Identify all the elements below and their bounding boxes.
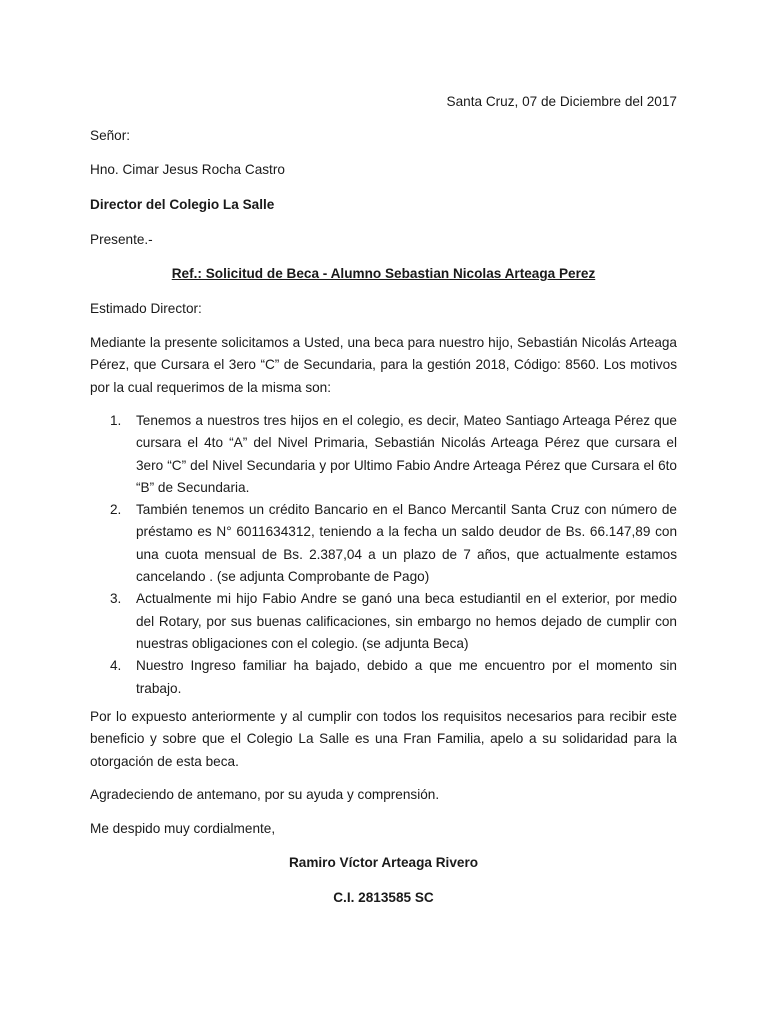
list-item-number: 2. [110,502,122,518]
list-item-text: Nuestro Ingreso familiar ha bajado, debido a que me encuentro por el momento sin trabajo. [136,658,677,696]
reference-line: Ref.: Solicitud de Beca - Alumno Sebastian Nicolas Arteaga Perez [171,266,596,281]
signer-id: C.I. 2813585 SC [333,890,434,905]
salutation: Señor: [90,128,131,143]
greeting: Estimado Director: [90,301,202,316]
list-item [90,499,677,588]
recipient-title: Director del Colegio La Salle [90,197,275,212]
list-item [90,588,677,655]
list-item-number: 1. [110,413,122,428]
reasons-list [90,410,677,700]
letter-date: Santa Cruz, 07 de Diciembre del 2017 [446,94,677,109]
list-item [90,655,677,700]
list-item-text: Tenemos a nuestros tres hijos en el colegio, es decir, Mateo Santiago Arteaga Pérez que cursara el 4to “A” del Nivel Primaria, Sebastián Nicolás Arteaga Pérez que cursara el 3ero “C” del Nivel Secundaria y por Ultimo Fabio Andre Arteaga Pérez que Cursara el 6to “B” de Secundaria. [136,413,677,495]
list-item [90,410,677,499]
presente-line: Presente.- [90,232,153,247]
recipient-name: Hno. Cimar Jesus Rocha Castro [90,162,285,177]
closing-paragraph: Por lo expuesto anteriormente y al cumplir con todos los requisitos necesarios para recibir este beneficio y sobre que el Colegio La Salle es una Fran Familia, apelo a su solidaridad para la otorgación de esta beca. [90,709,677,769]
list-item-text: También tenemos un crédito Bancario en el Banco Mercantil Santa Cruz con número de préstamo es N° 6011634312, teniendo a la fecha un saldo deudor de Bs. 66.147,89 con una cuota mensual de Bs. 2.387,04 a un plazo de 7 años, que actualmente estamos cancelando . (se adjunta Comprobante de Pago) [136,502,677,585]
list-item-text: Actualmente mi hijo Fabio Andre se ganó una beca estudiantil en el exterior, por medio del Rotary, por sus buenas calificaciones, sin embargo no hemos dejado de cumplir con nuestras obligaciones con el colegio. (se adjunta Beca) [136,591,677,651]
list-item-number: 3. [110,591,122,607]
thanks-line: Agradeciendo de antemano, por su ayuda y comprensión. [90,787,440,802]
intro-paragraph: Mediante la presente solicitamos a Usted, una beca para nuestro hijo, Sebastián Nicolás Arteaga Pérez, que Cursara el 3ero “C” de Secundaria, para la gestión 2018, Código: 8560. Los motivos por la cual requerimos de la misma son: [90,335,677,395]
farewell-line: Me despido muy cordialmente, [90,821,276,836]
letter-page [90,0,677,1024]
list-item-number: 4. [110,658,122,674]
signer-name: Ramiro Víctor Arteaga Rivero [288,855,479,870]
